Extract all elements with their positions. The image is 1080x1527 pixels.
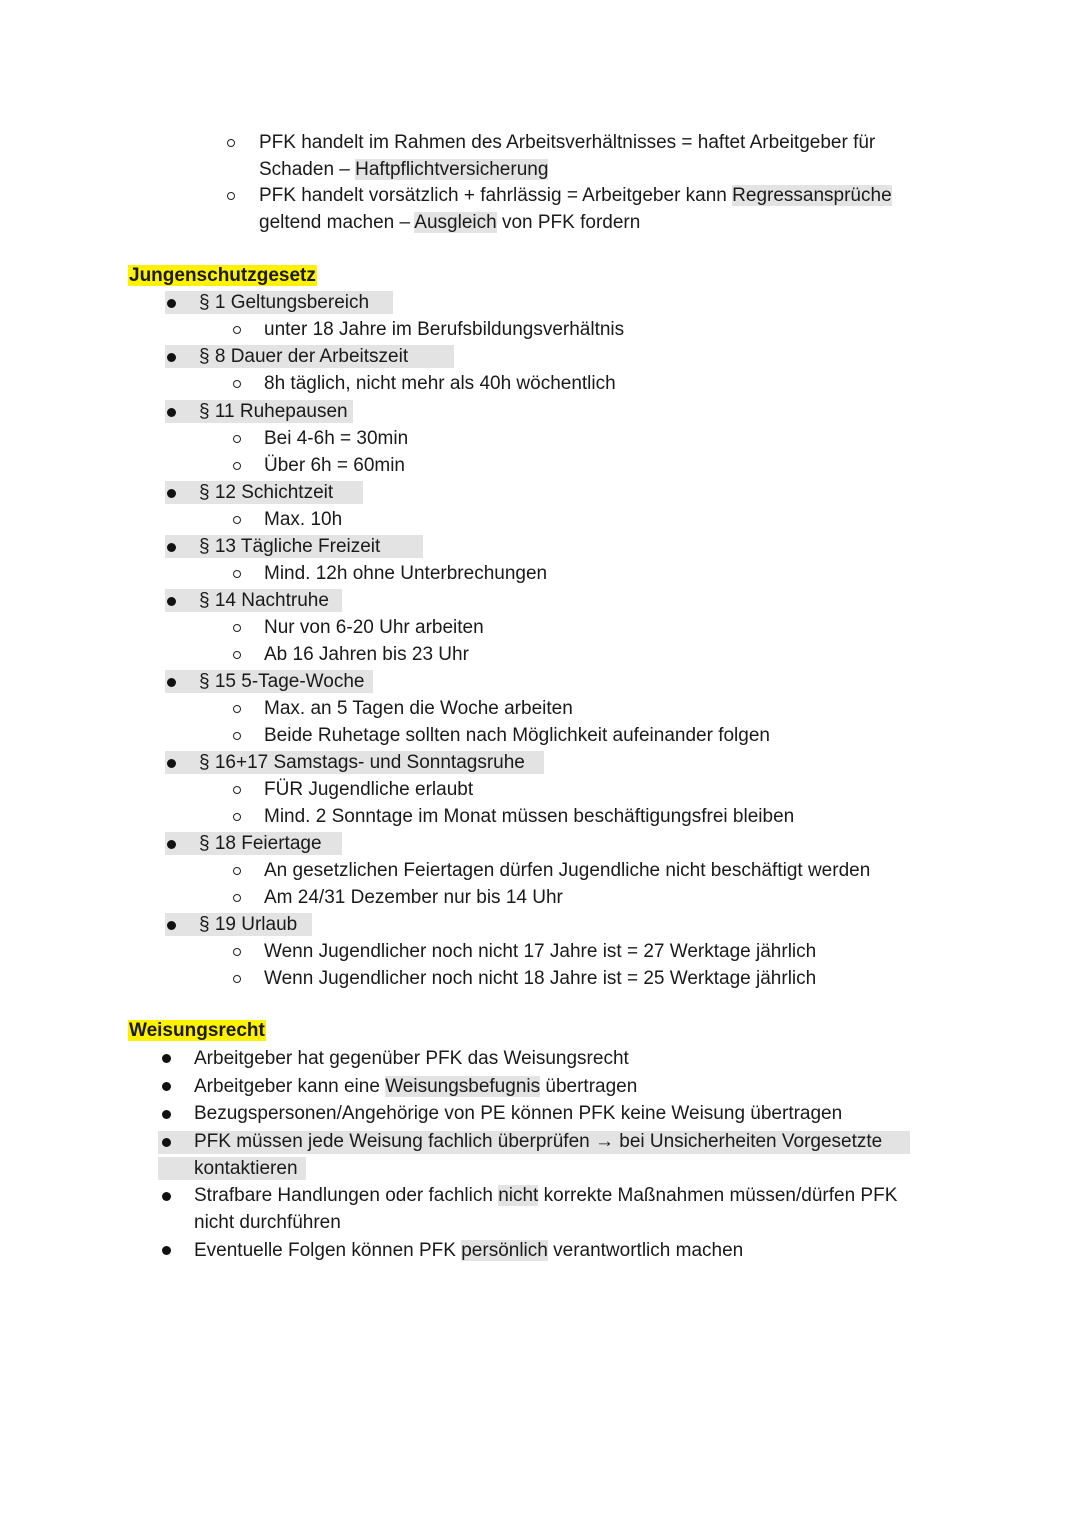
bullet-icon [162, 1082, 171, 1091]
section-sub-item: Am 24/31 Dezember nur bis 14 Uhr [264, 886, 563, 908]
section-sub-item: FÜR Jugendliche erlaubt [264, 779, 474, 800]
sub-bullet-icon [233, 867, 241, 875]
section-sub-item: unter 18 Jahre im Berufsbildungsverhältnis [264, 319, 625, 340]
section-sub-item: Max. 10h [264, 509, 343, 530]
section-title: § 12 Schichtzeit [199, 482, 334, 503]
sub-bullet-icon [233, 326, 241, 334]
weisung-item-6: Eventuelle Folgen können PFK persönlich verantwortlich machen [194, 1240, 744, 1261]
bullet-icon [162, 1192, 171, 1201]
sub-bullet-icon [227, 139, 235, 147]
bullet-icon [162, 1110, 171, 1119]
sub-bullet-icon [233, 975, 241, 983]
bullet-icon [162, 1138, 171, 1147]
section-sub-item: Über 6h = 60min [264, 454, 405, 476]
weisung-item-1: Arbeitgeber hat gegenüber PFK das Weisungsrecht [194, 1048, 629, 1069]
section-heading-jugendschutz: Jungenschutzgesetz [129, 265, 316, 286]
sub-bullet-icon [233, 948, 241, 956]
section-heading-weisungsrecht: Weisungsrecht [129, 1020, 265, 1041]
liability-item-2-line-2: geltend machen – Ausgleich von PFK fordern [259, 212, 641, 233]
bullet-icon [167, 543, 176, 552]
section-sub-item: Mind. 2 Sonntage im Monat müssen beschäftigungsfrei bleiben [264, 805, 795, 827]
weisung-item-4-line-2: kontaktieren [194, 1158, 298, 1179]
bullet-icon [162, 1246, 171, 1255]
sub-bullet-icon [233, 705, 241, 713]
section-sub-item: Max. an 5 Tagen die Woche arbeiten [264, 698, 573, 719]
bullet-icon [167, 759, 176, 768]
section-title: § 8 Dauer der Arbeitszeit [199, 346, 409, 367]
sub-bullet-icon [233, 380, 241, 388]
bullet-icon [167, 408, 176, 417]
sub-bullet-icon [227, 192, 235, 200]
section-sub-item: An gesetzlichen Feiertagen dürfen Jugendliche nicht beschäftigt werden [264, 860, 871, 881]
bullet-icon [167, 489, 176, 498]
section-sub-item: Wenn Jugendlicher noch nicht 17 Jahre ist = 27 Werktage jährlich [264, 941, 817, 962]
sub-bullet-icon [233, 570, 241, 578]
bullet-icon [167, 597, 176, 606]
bullet-icon [167, 299, 176, 308]
weisung-item-3: Bezugspersonen/Angehörige von PE können PFK keine Weisung übertragen [194, 1103, 843, 1124]
section-title: § 15 5-Tage-Woche [199, 671, 365, 692]
section-sub-item: Nur von 6-20 Uhr arbeiten [264, 617, 484, 638]
section-sub-item: Wenn Jugendlicher noch nicht 18 Jahre ist = 25 Werktage jährlich [264, 967, 817, 989]
weisung-item-5-line-1: Strafbare Handlungen oder fachlich nicht korrekte Maßnahmen müssen/dürfen PFK [194, 1185, 898, 1206]
bullet-icon [162, 1054, 171, 1063]
sub-bullet-icon [233, 624, 241, 632]
section-sub-item: Ab 16 Jahren bis 23 Uhr [264, 643, 469, 665]
sub-bullet-icon [233, 732, 241, 740]
bullet-icon [167, 840, 176, 849]
bullet-icon [167, 353, 176, 362]
section-title: § 1 Geltungsbereich [199, 292, 370, 313]
sub-bullet-icon [233, 813, 241, 821]
sub-bullet-icon [233, 462, 241, 470]
section-sub-item: Mind. 12h ohne Unterbrechungen [264, 563, 548, 584]
section-title: § 13 Tägliche Freizeit [199, 536, 381, 557]
section-title: § 16+17 Samstags- und Sonntagsruhe [199, 752, 525, 773]
bullet-icon [167, 678, 176, 687]
sub-bullet-icon [233, 894, 241, 902]
liability-item-2-line-1: PFK handelt vorsätzlich + fahrlässig = Arbeitgeber kann Regressansprüche [259, 185, 892, 206]
section-sub-item: Beide Ruhetage sollten nach Möglichkeit aufeinander folgen [264, 724, 770, 746]
sub-bullet-icon [233, 786, 241, 794]
section-title: § 11 Ruhepausen [199, 401, 348, 422]
liability-item-1-line-2: Schaden – Haftpflichtversicherung [259, 159, 549, 180]
weisung-item-2: Arbeitgeber kann eine Weisungsbefugnis übertragen [194, 1076, 638, 1097]
section-title: § 14 Nachtruhe [199, 590, 329, 611]
weisung-item-4-line-1: PFK müssen jede Weisung fachlich überprüfen → bei Unsicherheiten Vorgesetzte [194, 1131, 883, 1152]
weisung-item-5-line-2: nicht durchführen [194, 1212, 341, 1233]
sub-bullet-icon [233, 435, 241, 443]
section-sub-item: 8h täglich, nicht mehr als 40h wöchentlich [264, 373, 616, 394]
sub-bullet-icon [233, 516, 241, 524]
liability-item-1-line-1: PFK handelt im Rahmen des Arbeitsverhältnisses = haftet Arbeitgeber für [259, 132, 876, 153]
section-title: § 18 Feiertage [199, 833, 322, 854]
section-title: § 19 Urlaub [199, 914, 298, 935]
sub-bullet-icon [233, 651, 241, 659]
bullet-icon [167, 921, 176, 930]
section-sub-item: Bei 4-6h = 30min [264, 428, 409, 449]
